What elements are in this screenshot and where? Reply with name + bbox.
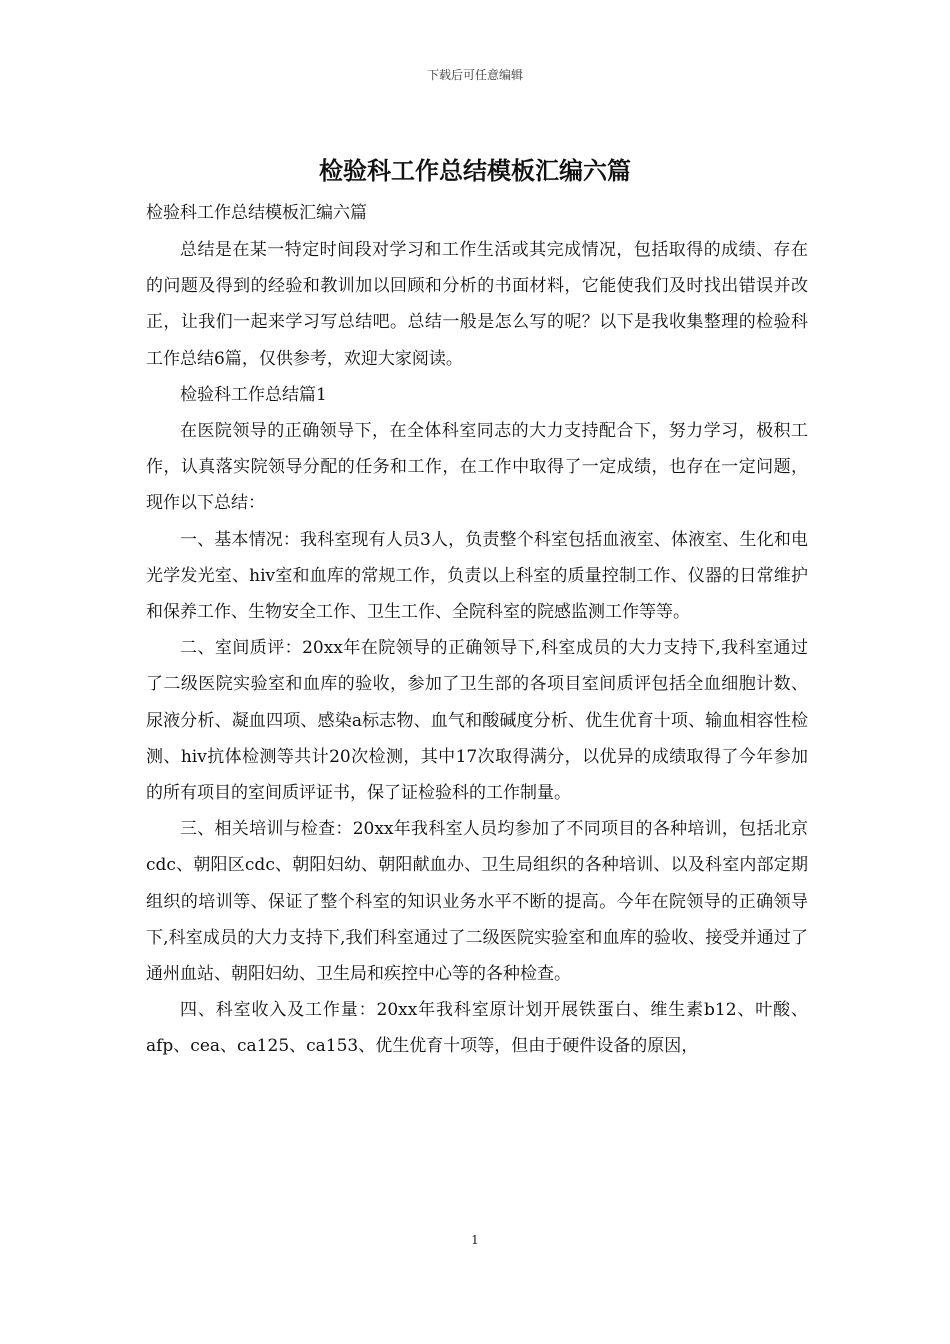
- body-paragraph: 一、基本情况：我科室现有人员3人，负责整个科室包括血液室、体液室、生化和电光学发光室、hiv室和血库的常规工作，负责以上科室的质量控制工作、仪器的日常维护和保养工作、生物安全工作、卫生工作、全院科室的院感监测工作等等。: [146, 529, 808, 623]
- intro-paragraph: 总结是在某一特定时间段对学习和工作生活或其完成情况，包括取得的成绩、存在的问题及得到的经验和教训加以回顾和分析的书面材料，它能使我们及时找出错误并改正，让我们一起来学习写总结吧。总结一般是怎么写的呢？以下是我收集整理的检验科工作总结6篇，仅供参考，欢迎大家阅读。: [146, 240, 808, 369]
- section-heading: 检验科工作总结篇1: [180, 384, 327, 405]
- header-note: 下载后可任意编辑: [426, 68, 523, 82]
- body-paragraph: 三、相关培训与检查：20xx年我科室人员均参加了不同项目的各种培训，包括北京cdc、朝阳区cdc、朝阳妇幼、朝阳献血办、卫生局组织的各种培训、以及科室内部定期组织的培训等、保证了整个科室的知识业务水平不断的提高。今年在院领导的正确领导下,科室成员的大力支持下,我们科室通过了二级医院实验室和血库的验收、接受并通过了通州血站、朝阳妇幼、卫生局和疾控中心等的各种检查。: [146, 819, 808, 985]
- document-title: 检验科工作总结模板汇编六篇: [319, 156, 631, 185]
- document-subtitle: 检验科工作总结模板汇编六篇: [146, 203, 367, 223]
- body-paragraph: 在医院领导的正确领导下，在全体科室同志的大力支持配合下，努力学习，极积工作，认真落实院领导分配的任务和工作，在工作中取得了一定成绩，也存在一定问题，现作以下总结：: [146, 421, 808, 514]
- document-body: [146, 232, 808, 1065]
- body-paragraph: 二、室间质评：20xx年在院领导的正确领导下,科室成员的大力支持下,我科室通过了二级医院实验室和血库的验收，参加了卫生部的各项目室间质评包括全血细胞计数、尿液分析、凝血四项、感染a标志物、血气和酸碱度分析、优生优育十项、输血相容性检测、hiv抗体检测等共计20次检测，其中17次取得满分，以优异的成绩取得了今年参加的所有项目的室间质评证书，保了证检验科的工作制量。: [146, 638, 808, 804]
- page-number: 1: [471, 1233, 479, 1247]
- body-paragraph: 四、科室收入及工作量：20xx年我科室原计划开展铁蛋白、维生素b12、叶酸、afp、cea、ca125、ca153、优生优育十项等，但由于硬件设备的原因，: [146, 1000, 808, 1057]
